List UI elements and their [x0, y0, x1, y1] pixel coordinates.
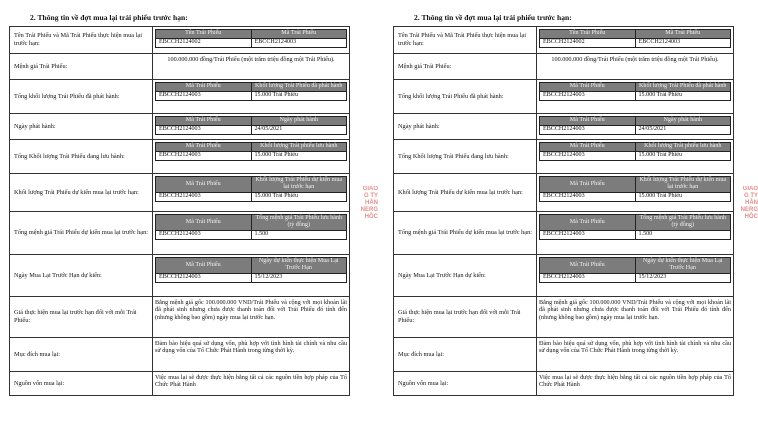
document-page-left: [0, 0, 355, 446]
total-par-grid: [155, 214, 347, 240]
seal-text: NERG: [360, 207, 378, 213]
grid-cell: 15.000 Trái Phiếu: [251, 91, 347, 100]
grid-header: Mã Trái Phiếu: [156, 257, 252, 273]
grid-cell: EBCCH2124002: [156, 38, 252, 47]
grid-header: Mã Trái Phiếu: [251, 29, 347, 38]
table-row: [10, 212, 350, 255]
outstanding-volume-grid: [539, 142, 731, 161]
grid-header: Mã Trái Phiếu: [540, 214, 636, 230]
grid-header: Mã Trái Phiếu: [635, 29, 731, 38]
table-row: [394, 212, 734, 255]
row-label: Tổng khối lượng Trái Phiếu đã phát hành:: [10, 80, 153, 114]
table-row: [10, 80, 350, 114]
section-heading: 2. Thông tin về đợt mua lại trái phiếu trước hạn:: [414, 13, 572, 22]
row-label: Khối lượng Trái Phiếu dự kiến mua lại trước hạn:: [394, 174, 537, 212]
issued-volume-grid: [539, 82, 731, 101]
grid-cell: EBCCH2124003: [156, 192, 252, 201]
document-page-right: [384, 0, 739, 446]
row-label: Tổng Khối lượng Trái Phiếu đang lưu hành:: [10, 140, 153, 174]
grid-header: Tổng mệnh giá Trái Phiếu lưu hành (tỷ đồng): [635, 214, 731, 230]
table-row: [10, 297, 350, 338]
bond-code-grid: [155, 29, 347, 48]
seal-text: G TY: [363, 193, 378, 199]
row-label: Mục đích mua lại:: [394, 338, 537, 372]
grid-header: Mã Trái Phiếu: [156, 82, 252, 91]
row-label: Giá thực hiện mua lại trước hạn đối với mỗi Trái Phiếu:: [394, 297, 537, 338]
table-row: [10, 114, 350, 140]
grid-header: Mã Trái Phiếu: [540, 176, 636, 192]
table-row: [394, 140, 734, 174]
row-label: Tên Trái Phiếu và Mã Trái Phiếu thực hiện mua lại trước hạn:: [10, 27, 153, 54]
section-heading: 2. Thông tin về đợt mua lại trái phiếu trước hạn:: [30, 13, 188, 22]
purpose-text: Đảm bảo hiệu quả sử dụng vốn, phù hợp với tình hình tài chính và nhu cầu sử dụng vốn của Tổ Chức Phát Hành trong từng thời kỳ.: [155, 339, 347, 355]
grid-header: Khối lượng Trái Phiếu đã phát hành: [635, 82, 731, 91]
seal-text: NERG: [740, 207, 758, 213]
grid-cell: EBCCH2124003: [540, 91, 636, 100]
grid-header: Tên Trái Phiếu: [540, 29, 636, 38]
grid-cell: EBCCH2124003: [635, 38, 731, 47]
seal-text: HẦN: [365, 200, 378, 206]
company-seal-fragment: [736, 186, 758, 221]
planned-volume-grid: [539, 176, 731, 202]
grid-header: Mã Trái Phiếu: [540, 257, 636, 273]
grid-header: Khối lượng Trái Phiếu đã phát hành: [251, 82, 347, 91]
row-label: Mệnh giá Trái Phiếu:: [394, 54, 537, 80]
grid-cell: EBCCH2124002: [540, 38, 636, 47]
grid-cell: 15.000 Trái Phiếu: [635, 91, 731, 100]
grid-cell: EBCCH2124003: [540, 151, 636, 160]
grid-cell: 15/12/2023: [635, 273, 731, 282]
grid-cell: 15.000 Trái Phiếu: [251, 192, 347, 201]
grid-header: Ngày dự kiến thực hiện Mua Lại Trước Hạn: [251, 257, 347, 273]
par-value-text: 100.000.000 đồng/Trái Phiếu (một trăm triệu đồng một Trái Phiếu).: [551, 55, 719, 63]
grid-header: Khối lượng Trái Phiếu dự kiến mua lại trước hạn: [251, 176, 347, 192]
table-row: [10, 174, 350, 212]
bond-code-grid: [539, 29, 731, 48]
seal-text: HÔC: [744, 214, 758, 220]
buyback-date-grid: [155, 257, 347, 283]
table-row: [10, 338, 350, 372]
table-row: [10, 372, 350, 396]
grid-header: Mã Trái Phiếu: [540, 116, 636, 125]
outstanding-volume-grid: [155, 142, 347, 161]
grid-header: Ngày phát hành: [251, 116, 347, 125]
row-label: Ngày Mua Lại Trước Hạn dự kiến:: [394, 255, 537, 297]
purpose-text: Đảm bảo hiệu quả sử dụng vốn, phù hợp với tình hình tài chính và nhu cầu sử dụng vốn của Tổ Chức Phát Hành trong từng thời kỳ.: [539, 339, 731, 355]
grid-cell: 24/05/2021: [635, 125, 731, 134]
row-label: Tổng khối lượng Trái Phiếu đã phát hành:: [394, 80, 537, 114]
table-row: [394, 80, 734, 114]
seal-text: G TY: [743, 193, 758, 199]
row-label: Nguồn vốn mua lại:: [394, 372, 537, 396]
table-row: [10, 27, 350, 54]
grid-cell: 15.000 Trái Phiếu: [251, 151, 347, 160]
seal-text: GIAO: [742, 186, 758, 192]
bond-info-table: [393, 26, 734, 396]
bond-info-table: [9, 26, 350, 396]
table-row: [10, 54, 350, 80]
row-label: Tên Trái Phiếu và Mã Trái Phiếu thực hiện mua lại trước hạn:: [394, 27, 537, 54]
grid-cell: EBCCH2124003: [540, 230, 636, 239]
grid-header: Ngày dự kiến thực hiện Mua Lại Trước Hạn: [635, 257, 731, 273]
grid-cell: EBCCH2124003: [540, 273, 636, 282]
grid-cell: 15/12/2023: [251, 273, 347, 282]
buyback-price-text: Bằng mệnh giá gốc 100.000.000 VND/Trái Phiếu và cộng với mọi khoản lãi đã phát sinh nhưng chưa được thanh toán đối với Trái Phiếu đó tính đến (nhưng không bao gồm) ngày mua lại trước hạn.: [155, 298, 347, 321]
grid-cell: 24/05/2021: [251, 125, 347, 134]
grid-cell: EBCCH2124003: [156, 151, 252, 160]
issued-volume-grid: [155, 82, 347, 101]
row-label: Ngày phát hành:: [394, 114, 537, 140]
table-row: [394, 27, 734, 54]
table-row: [394, 174, 734, 212]
table-row: [394, 255, 734, 297]
table-row: [394, 372, 734, 396]
grid-header: Khối lượng Trái phiếu lưu hành: [251, 142, 347, 151]
grid-cell: EBCCH2124003: [156, 125, 252, 134]
row-label: Mục đích mua lại:: [10, 338, 153, 372]
grid-header: Khối lượng Trái Phiếu dự kiến mua lại trước hạn: [635, 176, 731, 192]
row-label: Ngày phát hành:: [10, 114, 153, 140]
grid-cell: 1.500: [635, 230, 731, 239]
buyback-price-text: Bằng mệnh giá gốc 100.000.000 VND/Trái Phiếu và cộng với mọi khoản lãi đã phát sinh nhưng chưa được thanh toán đối với Trái Phiếu đó tính đến (nhưng không bao gồm) ngày mua lại trước hạn.: [539, 298, 731, 321]
grid-cell: 1.500: [251, 230, 347, 239]
grid-cell: 15.000 Trái Phiếu: [635, 192, 731, 201]
row-label: Khối lượng Trái Phiếu dự kiến mua lại trước hạn:: [10, 174, 153, 212]
grid-header: Mã Trái Phiếu: [156, 214, 252, 230]
row-label: Ngày Mua Lại Trước Hạn dự kiến:: [10, 255, 153, 297]
table-row: [394, 338, 734, 372]
par-value-text: 100.000.000 đồng/Trái Phiếu (một trăm triệu đồng một Trái Phiếu).: [167, 55, 335, 63]
row-label: Nguồn vốn mua lại:: [10, 372, 153, 396]
grid-cell: EBCCH2124003: [540, 192, 636, 201]
table-row: [394, 54, 734, 80]
grid-header: Ngày phát hành: [635, 116, 731, 125]
total-par-grid: [539, 214, 731, 240]
seal-text: HÔC: [364, 214, 378, 220]
grid-cell: EBCCH2124003: [156, 91, 252, 100]
row-label: Mệnh giá Trái Phiếu:: [10, 54, 153, 80]
row-label: Tổng Khối lượng Trái Phiếu đang lưu hành:: [394, 140, 537, 174]
grid-header: Mã Trái Phiếu: [540, 142, 636, 151]
grid-header: Mã Trái Phiếu: [156, 176, 252, 192]
row-label: Tổng mệnh giá Trái Phiếu dự kiến mua lại trước hạn:: [394, 212, 537, 255]
table-row: [10, 255, 350, 297]
funding-source-text: Việc mua lại sẽ được thực hiện bằng tất cả các nguồn tiền hợp pháp của Tổ Chức Phát Hành: [539, 373, 731, 389]
grid-header: Mã Trái Phiếu: [540, 82, 636, 91]
row-label: Giá thực hiện mua lại trước hạn đối với mỗi Trái Phiếu:: [10, 297, 153, 338]
grid-cell: EBCCH2124003: [156, 230, 252, 239]
grid-header: Khối lượng Trái phiếu lưu hành: [635, 142, 731, 151]
table-row: [394, 297, 734, 338]
funding-source-text: Việc mua lại sẽ được thực hiện bằng tất cả các nguồn tiền hợp pháp của Tổ Chức Phát Hành: [155, 373, 347, 389]
issue-date-grid: [155, 116, 347, 135]
issue-date-grid: [539, 116, 731, 135]
planned-volume-grid: [155, 176, 347, 202]
buyback-date-grid: [539, 257, 731, 283]
grid-cell: EBCCH2124003: [251, 38, 347, 47]
grid-header: Tên Trái Phiếu: [156, 29, 252, 38]
company-seal-fragment: [356, 186, 378, 221]
grid-header: Mã Trái Phiếu: [156, 142, 252, 151]
grid-cell: EBCCH2124003: [156, 273, 252, 282]
grid-header: Mã Trái Phiếu: [156, 116, 252, 125]
grid-cell: EBCCH2124003: [540, 125, 636, 134]
table-row: [10, 140, 350, 174]
grid-cell: 15.000 Trái Phiếu: [635, 151, 731, 160]
seal-text: GIAO: [362, 186, 378, 192]
grid-header: Tổng mệnh giá Trái Phiếu lưu hành (tỷ đồng): [251, 214, 347, 230]
table-row: [394, 114, 734, 140]
row-label: Tổng mệnh giá Trái Phiếu dự kiến mua lại trước hạn:: [10, 212, 153, 255]
seal-text: HẦN: [745, 200, 758, 206]
